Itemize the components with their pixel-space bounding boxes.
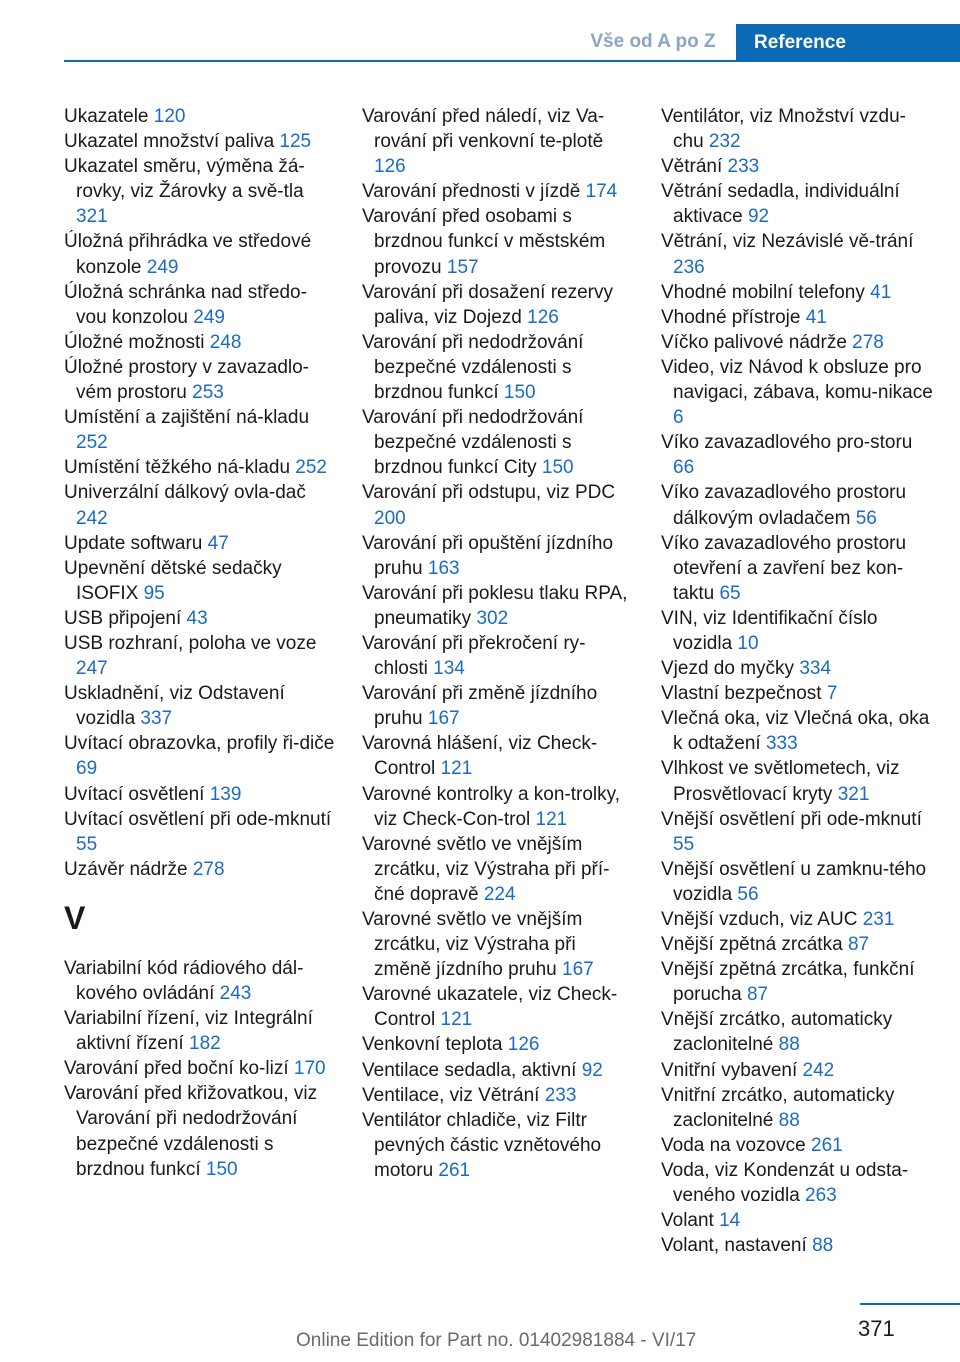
index-entry	[362, 1083, 634, 1108]
index-entry	[661, 280, 933, 305]
index-entry	[661, 104, 933, 154]
index-term: Víko zavazadlového prostoru dálkovým ovladačem	[661, 482, 907, 529]
index-entry	[64, 606, 336, 631]
index-entry	[64, 956, 336, 1006]
index-entry	[362, 405, 634, 480]
page-link[interactable]: 92	[747, 206, 770, 228]
index-entry	[661, 606, 933, 656]
page-link[interactable]: 126	[374, 156, 406, 178]
index-term: USB připojení	[64, 607, 187, 629]
page-link[interactable]: 243	[219, 983, 252, 1004]
index-entry	[661, 656, 933, 681]
index-entry	[64, 1081, 336, 1181]
index-term: Varování před boční ko-lizí	[64, 1058, 294, 1080]
index-entry	[64, 480, 336, 530]
index-term: Umístění a zajištění ná-kladu	[64, 407, 310, 429]
index-entry	[661, 305, 933, 330]
index-term: VIN, viz Identifikační číslo vozidla	[661, 607, 878, 654]
index-entry	[661, 1158, 933, 1208]
index-term: Vnější zrcátko, automaticky zaclonitelné	[661, 1009, 893, 1056]
page-link[interactable]: 55	[673, 833, 695, 855]
page-link[interactable]: 302	[476, 607, 509, 629]
index-term: Uskladnění, viz Odstavení vozidla	[64, 683, 285, 730]
index-entry	[661, 330, 933, 355]
index-term: Varování při nedodržování bezpečné vzdálenosti s brzdnou funkcí	[362, 331, 584, 404]
index-term: Úložná schránka nad středo-vou konzolou	[64, 281, 307, 328]
index-term: Vnější zpětná zrcátka	[661, 934, 848, 956]
index-term: Voda na vozovce	[661, 1134, 811, 1156]
page-link[interactable]: 170	[293, 1058, 326, 1080]
index-term: Varování při odstupu, viz PDC	[362, 482, 616, 504]
page-link[interactable]: 41	[870, 281, 892, 303]
index-term: Vhodné přístroje	[661, 306, 806, 328]
index-entry	[661, 531, 933, 606]
index-column-3	[661, 104, 933, 1258]
index-term: Ukazatel množství paliva	[64, 131, 280, 153]
index-entry	[362, 1108, 634, 1183]
index-term: Variabilní kód rádiového dál-kového ovládání	[64, 957, 304, 1004]
page-link[interactable]: 231	[862, 909, 895, 930]
page-link[interactable]: 43	[186, 607, 208, 629]
index-term: Víko zavazadlového pro-storu	[661, 432, 913, 454]
page-link[interactable]: 56	[737, 883, 759, 905]
index-term: Víko zavazadlového prostoru otevření a zavření bez kon-taktu	[661, 532, 907, 604]
index-term: Venkovní teplota	[362, 1034, 508, 1056]
index-term: Varování před osobami s brzdnou funkcí v městském provozu	[362, 206, 606, 278]
index-entry	[362, 907, 634, 982]
index-term: Univerzální dálkový ovla-dač	[64, 482, 306, 504]
index-entry	[64, 731, 336, 781]
index-term: Větrání, viz Nezávislé vě-trání	[661, 231, 914, 253]
index-entry	[64, 129, 336, 154]
index-entry	[64, 1006, 336, 1056]
page-link[interactable]: 263	[805, 1185, 837, 1207]
page-link[interactable]: 121	[440, 1009, 473, 1031]
index-term: Ventilace, viz Větrání	[362, 1084, 545, 1106]
index-term: Variabilní řízení, viz Integrální aktivní řízení	[64, 1008, 313, 1055]
index-term: Vnější vzduch, viz AUC	[661, 909, 863, 930]
page-link[interactable]: 95	[143, 582, 165, 604]
page-link[interactable]: 236	[673, 256, 705, 278]
index-entry	[661, 932, 933, 957]
index-term: Vnější osvětlení u zamknu-tého vozidla	[661, 858, 927, 905]
index-term: Varování při dosažení rezervy paliva, viz Dojezd	[362, 281, 613, 328]
page-link[interactable]: 150	[503, 382, 536, 404]
page-link[interactable]: 321	[76, 206, 108, 228]
index-entry	[64, 681, 336, 731]
header-rule	[64, 60, 960, 62]
index-entry	[64, 631, 336, 681]
page-link[interactable]: 139	[209, 783, 242, 805]
index-term: Vnější zpětná zrcátka, funkční porucha	[661, 959, 915, 1006]
page-link[interactable]: 233	[727, 156, 760, 178]
page-number: 371	[858, 1316, 895, 1341]
index-entry	[661, 756, 933, 806]
index-entry	[362, 280, 634, 330]
index-entry	[362, 731, 634, 781]
index-term: Varování při opuštění jízdního pruhu	[362, 532, 614, 579]
page-link[interactable]: 10	[737, 632, 759, 654]
index-term: Varovné kontrolky a kon-trolky, viz Check-Con-trol	[362, 783, 621, 830]
index-term: Ukazatele	[64, 106, 154, 127]
index-entry	[661, 807, 933, 857]
page-link[interactable]: 163	[427, 557, 460, 579]
page-link[interactable]: 261	[811, 1134, 843, 1156]
index-term: Vnější osvětlení při ode-mknutí	[661, 808, 922, 830]
index-column-1	[64, 104, 336, 1182]
index-entry	[362, 480, 634, 530]
index-term: Varovné světlo ve vnějším zrcátku, viz Výstraha při změně jízdního pruhu	[362, 909, 583, 981]
index-term: Varování při poklesu tlaku RPA, pneumatiky	[362, 582, 628, 629]
page-link[interactable]: 224	[483, 883, 516, 905]
index-term: Varování při nedodržování bezpečné vzdálenosti s brzdnou funkcí City	[362, 407, 584, 479]
index-entry	[362, 531, 634, 581]
index-entry	[362, 982, 634, 1032]
index-term: Větrání sedadla, individuální aktivace	[661, 181, 900, 228]
page-link[interactable]: 87	[847, 934, 870, 956]
index-entry	[661, 229, 933, 279]
index-entry	[661, 957, 933, 1007]
index-term: Víčko palivové nádrže	[661, 331, 853, 353]
page-link[interactable]: 249	[193, 306, 225, 328]
index-term: Voda, viz Kondenzát u odsta-veného vozidla	[661, 1159, 909, 1207]
page-link[interactable]: 252	[295, 457, 327, 479]
index-entry	[362, 832, 634, 907]
page-link[interactable]: 92	[581, 1059, 603, 1081]
index-entry	[64, 455, 336, 480]
page-link[interactable]: 14	[719, 1210, 741, 1232]
index-term: Ukazatel směru, výměna žá-rovky, viz Žárovky a svě-tla	[64, 156, 305, 203]
page-link[interactable]: 233	[544, 1084, 577, 1106]
index-term: Varovné ukazatele, viz Check-Control	[362, 984, 618, 1031]
page-link[interactable]: 88	[812, 1235, 834, 1257]
page-link[interactable]: 167	[427, 708, 460, 730]
index-entry	[362, 1032, 634, 1057]
page-link[interactable]: 126	[527, 306, 559, 328]
section-letter: V	[64, 899, 86, 936]
index-term: Vlhkost ve světlometech, viz Prosvětlovací kryty	[661, 758, 900, 805]
page-link[interactable]: 66	[673, 457, 695, 479]
index-entry	[661, 1233, 933, 1258]
index-entry	[64, 104, 336, 129]
index-term: Uzávěr nádrže	[64, 858, 193, 880]
page-link[interactable]: 249	[146, 256, 179, 278]
index-term: Volant, nastavení	[661, 1235, 813, 1257]
index-term: Větrání	[661, 156, 728, 178]
index-term: Vhodné mobilní telefony	[661, 281, 871, 303]
page-link[interactable]: 150	[205, 1158, 238, 1180]
index-term: USB rozhraní, poloha ve voze	[64, 632, 317, 654]
index-entry	[661, 706, 933, 756]
index-term: Vnitřní zrcátko, automaticky zaclonitelné	[661, 1084, 895, 1131]
page-link[interactable]: 248	[209, 331, 242, 353]
index-entry	[661, 480, 933, 530]
index-term: Varovná hlášení, viz Check-Control	[362, 733, 598, 780]
index-term: Vjezd do myčky	[661, 658, 800, 680]
index-term: Umístění těžkého ná-kladu	[64, 457, 296, 479]
page-link[interactable]: 253	[192, 382, 224, 404]
index-entry	[661, 1083, 933, 1133]
index-entry	[64, 857, 336, 882]
index-term: Video, viz Návod k obsluze pro navigaci, zábava, komu-nikace	[661, 356, 933, 404]
index-entry	[661, 1007, 933, 1057]
page-link[interactable]: 88	[778, 1034, 800, 1056]
index-term: Varování při změně jízdního pruhu	[362, 683, 598, 730]
page-link[interactable]: 121	[535, 808, 568, 830]
index-entry	[64, 1056, 336, 1081]
page-link[interactable]: 278	[192, 858, 225, 880]
edition-note: Online Edition for Part no. 01402981884 - VI/17	[296, 1330, 697, 1351]
index-entry	[64, 556, 336, 606]
index-entry	[64, 405, 336, 455]
index-entry	[64, 531, 336, 556]
index-entry	[661, 355, 933, 430]
page-link[interactable]: 134	[433, 658, 465, 680]
page-link[interactable]: 121	[440, 758, 473, 780]
page-link[interactable]: 65	[719, 582, 741, 604]
page-link[interactable]: 41	[805, 306, 827, 328]
index-entry	[661, 1058, 933, 1083]
index-entry	[661, 1208, 933, 1233]
index-term: Varování přednosti v jízdě	[362, 181, 586, 203]
index-term: Vlastní bezpečnost	[661, 683, 827, 705]
index-term: Varování při překročení ry-chlosti	[362, 632, 586, 680]
index-term: Vlečná oka, viz Vlečná oka, oka k odtažení	[661, 708, 930, 755]
index-entry	[362, 581, 634, 631]
page-link[interactable]: 182	[189, 1033, 221, 1055]
section-tab: Reference	[736, 24, 960, 62]
index-entry	[661, 430, 933, 480]
index-term: Varovné světlo ve vnějším zrcátku, viz Výstraha při pří-čné dopravě	[362, 833, 610, 905]
page-link[interactable]: 261	[438, 1159, 471, 1181]
page-link[interactable]: 7	[826, 683, 838, 705]
index-entry	[661, 1133, 933, 1158]
page-link[interactable]: 337	[140, 708, 173, 730]
index-term: Úložné možnosti	[64, 331, 210, 353]
index-term: Varování před náledí, viz Va-rování při venkovní te-plotě	[362, 106, 605, 153]
page-link[interactable]: 88	[778, 1109, 800, 1131]
index-entry	[362, 782, 634, 832]
index-entry	[661, 907, 933, 932]
index-entry	[362, 179, 634, 204]
index-term: Uvítací osvětlení	[64, 783, 210, 805]
page-link[interactable]: 157	[446, 256, 479, 278]
index-term: Vnitřní vybavení	[661, 1059, 803, 1081]
page-link[interactable]: 321	[837, 783, 870, 805]
page-link[interactable]: 126	[507, 1034, 540, 1056]
index-entry	[362, 330, 634, 405]
index-entry	[362, 681, 634, 731]
page-link[interactable]: 278	[852, 331, 884, 353]
index-entry	[64, 807, 336, 857]
page-link[interactable]: 333	[765, 733, 798, 755]
index-entry	[362, 631, 634, 681]
index-entry	[64, 355, 336, 405]
page-link[interactable]: 150	[541, 457, 574, 479]
page-link[interactable]: 334	[799, 658, 832, 680]
index-column-2	[362, 104, 634, 1183]
index-entry	[362, 104, 634, 179]
page-link[interactable]: 242	[76, 507, 108, 529]
index-entry	[661, 681, 933, 706]
index-entry	[362, 1058, 634, 1083]
index-entry	[362, 204, 634, 279]
page-link[interactable]: 174	[585, 181, 618, 203]
page-link[interactable]: 6	[673, 407, 684, 429]
page-link[interactable]: 56	[855, 507, 877, 529]
index-term: Úložné prostory v zavazadlo-vém prostoru	[64, 356, 309, 404]
index-term: Ventilátor, viz Množství vzdu-chu	[661, 106, 906, 153]
index-entry	[661, 179, 933, 229]
index-entry	[661, 154, 933, 179]
index-term: Upevnění dětské sedačky ISOFIX	[64, 557, 282, 604]
page-link[interactable]: 55	[76, 833, 98, 855]
index-term: Varování před křižovatkou, viz Varování při nedodržování bezpečné vzdálenosti s brzdnou funkcí	[64, 1083, 318, 1180]
index-entry	[661, 857, 933, 907]
index-term: Uvítací osvětlení při ode-mknutí	[64, 808, 332, 830]
footer-rule	[860, 1303, 960, 1305]
page-link[interactable]: 87	[746, 984, 769, 1006]
index-term: Volant	[661, 1210, 720, 1232]
index-term: Ventilátor chladiče, viz Filtr pevných částic vznětového motoru	[362, 1109, 602, 1181]
index-entry	[64, 154, 336, 229]
page-link[interactable]: 47	[207, 532, 229, 554]
page-link[interactable]: 120	[153, 106, 186, 127]
page-link[interactable]: 252	[76, 432, 108, 454]
page-link[interactable]: 200	[374, 507, 406, 529]
page-link[interactable]: 125	[279, 131, 312, 153]
index-term: Update softwaru	[64, 532, 208, 554]
index-term: Ventilace sedadla, aktivní	[362, 1059, 582, 1081]
page-link[interactable]: 232	[708, 131, 741, 153]
page-link[interactable]: 167	[562, 959, 594, 981]
index-term: Úložná přihrádka ve středové konzole	[64, 231, 312, 278]
breadcrumb: Vše od A po Z	[590, 31, 716, 52]
index-term: Uvítací obrazovka, profily ři-diče	[64, 733, 335, 755]
index-entry	[64, 782, 336, 807]
index-entry	[64, 330, 336, 355]
index-entry	[64, 229, 336, 279]
page-link[interactable]: 242	[802, 1059, 835, 1081]
index-entry	[64, 280, 336, 330]
page-link[interactable]: 247	[76, 658, 108, 680]
page-link[interactable]: 69	[76, 758, 98, 780]
